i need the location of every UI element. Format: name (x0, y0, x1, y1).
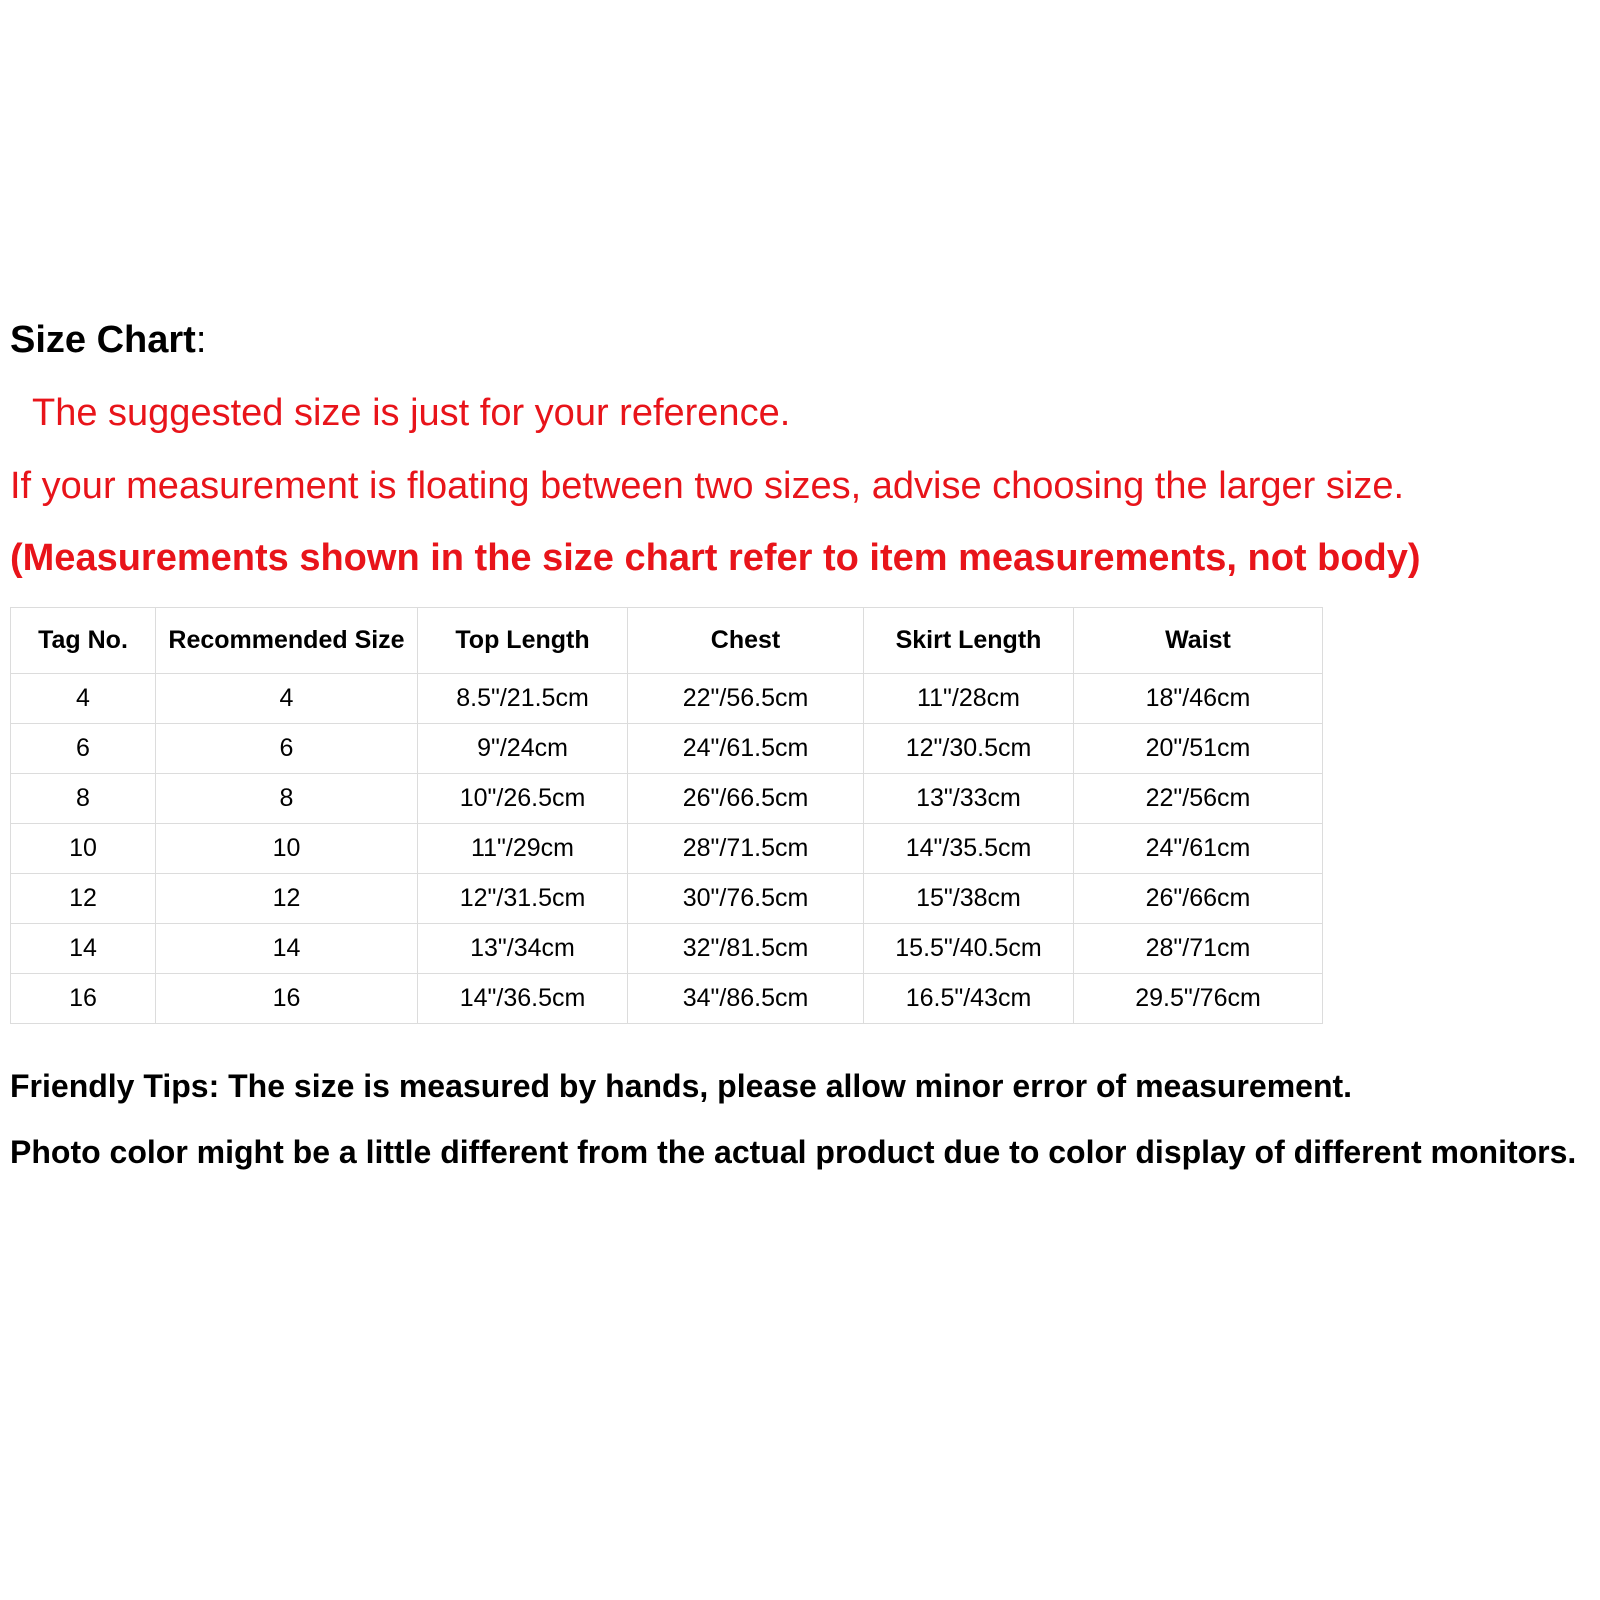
table-row (11, 674, 1323, 724)
cell-recommended-size: 6 (156, 724, 418, 774)
cell-recommended-size: 10 (156, 824, 418, 874)
cell-waist: 24"/61cm (1074, 824, 1323, 874)
cell-waist: 20"/51cm (1074, 724, 1323, 774)
cell-tag-no: 12 (11, 874, 156, 924)
size-chart-title-colon: : (195, 319, 207, 361)
size-chart-title-text: Size Chart (10, 319, 196, 361)
cell-top-length: 10"/26.5cm (418, 774, 628, 824)
cell-skirt-length: 16.5"/43cm (864, 974, 1074, 1024)
table-row (11, 774, 1323, 824)
table-header-row (11, 608, 1323, 674)
cell-top-length: 8.5"/21.5cm (418, 674, 628, 724)
cell-chest: 24"/61.5cm (628, 724, 864, 774)
cell-recommended-size: 4 (156, 674, 418, 724)
size-chart-title (10, 318, 206, 362)
larger-size-advice: If your measurement is floating between two sizes, advise choosing the larger size. (10, 465, 1405, 507)
cell-top-length: 12"/31.5cm (418, 874, 628, 924)
cell-chest: 28"/71.5cm (628, 824, 864, 874)
reference-note: The suggested size is just for your reference. (32, 392, 791, 434)
table-row (11, 724, 1323, 774)
cell-tag-no: 10 (11, 824, 156, 874)
cell-top-length: 9"/24cm (418, 724, 628, 774)
table-row (11, 974, 1323, 1024)
cell-chest: 30"/76.5cm (628, 874, 864, 924)
cell-recommended-size: 16 (156, 974, 418, 1024)
cell-recommended-size: 12 (156, 874, 418, 924)
cell-tag-no: 4 (11, 674, 156, 724)
cell-skirt-length: 13"/33cm (864, 774, 1074, 824)
item-measurement-note: (Measurements shown in the size chart refer to item measurements, not body) (10, 537, 1421, 579)
cell-chest: 32"/81.5cm (628, 924, 864, 974)
header-waist: Waist (1074, 608, 1323, 674)
cell-top-length: 14"/36.5cm (418, 974, 628, 1024)
table-row (11, 874, 1323, 924)
cell-tag-no: 16 (11, 974, 156, 1024)
cell-top-length: 13"/34cm (418, 924, 628, 974)
cell-skirt-length: 14"/35.5cm (864, 824, 1074, 874)
cell-chest: 34"/86.5cm (628, 974, 864, 1024)
photo-color-note: Photo color might be a little different from the actual product due to color display of different monitors. (10, 1134, 1577, 1170)
header-tag-no: Tag No. (11, 608, 156, 674)
table-row (11, 824, 1323, 874)
cell-waist: 18"/46cm (1074, 674, 1323, 724)
size-table (10, 607, 1323, 1024)
cell-skirt-length: 15.5"/40.5cm (864, 924, 1074, 974)
header-skirt-length: Skirt Length (864, 608, 1074, 674)
cell-skirt-length: 12"/30.5cm (864, 724, 1074, 774)
cell-top-length: 11"/29cm (418, 824, 628, 874)
friendly-tips: Friendly Tips: The size is measured by hands, please allow minor error of measurement. (10, 1068, 1353, 1104)
cell-waist: 26"/66cm (1074, 874, 1323, 924)
cell-skirt-length: 15"/38cm (864, 874, 1074, 924)
cell-tag-no: 6 (11, 724, 156, 774)
cell-waist: 29.5"/76cm (1074, 974, 1323, 1024)
cell-tag-no: 14 (11, 924, 156, 974)
cell-skirt-length: 11"/28cm (864, 674, 1074, 724)
cell-tag-no: 8 (11, 774, 156, 824)
cell-recommended-size: 8 (156, 774, 418, 824)
cell-waist: 22"/56cm (1074, 774, 1323, 824)
cell-waist: 28"/71cm (1074, 924, 1323, 974)
header-chest: Chest (628, 608, 864, 674)
table-row (11, 924, 1323, 974)
header-top-length: Top Length (418, 608, 628, 674)
cell-chest: 26"/66.5cm (628, 774, 864, 824)
cell-recommended-size: 14 (156, 924, 418, 974)
header-recommended-size: Recommended Size (156, 608, 418, 674)
cell-chest: 22"/56.5cm (628, 674, 864, 724)
